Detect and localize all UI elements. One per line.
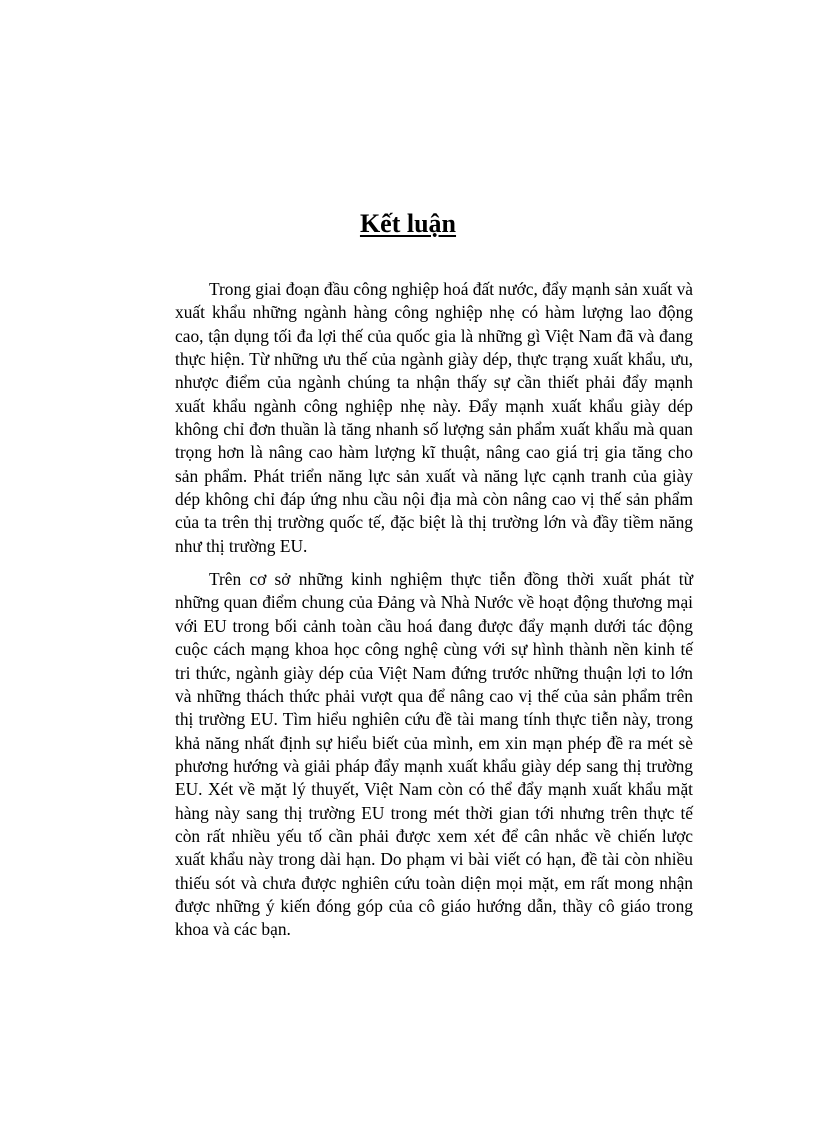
page-title-text: Kết luận xyxy=(359,209,457,238)
paragraph-1: Trong giai đoạn đầu công nghiệp hoá đất nước, đẩy mạnh sản xuất và xuất khẩu những ngành hàng công nghiệp nhẹ có hàm lượng lao động cao, tận dụng tối đa lợi thế của quốc gia là những gì Việt Nam đã và đang thực hiện. Từ những ưu thế của ngành giày dép, thực trạng xuất khẩu, ưu, nhược điểm của ngành chúng ta nhận thấy sự cần thiết phải đẩy mạnh xuất khẩu ngành công nghiệp nhẹ này. Đẩy mạnh xuất khẩu giày dép không chỉ đơn thuần là tăng nhanh số lượng sản phẩm xuất khẩu mà quan trọng hơn là nâng cao hàm lượng kĩ thuật, nâng cao giá trị gia tăng cho sản phẩm. Phát triển năng lực sản xuất và năng lực cạnh tranh của giày dép không chỉ đáp ứng nhu cầu nội địa mà còn nâng cao vị thế sản phẩm của ta trên thị trường quốc tế, đặc biệt là thị trường lớn và đầy tiềm năng như thị trường EU. xyxy=(175,279,693,556)
paragraph-2: Trên cơ sở những kinh nghiệm thực tiễn đồng thời xuất phát từ những quan điểm chung của Đảng và Nhà Nước về hoạt động thương mại với EU trong bối cảnh toàn cầu hoá đang được đẩy mạnh dưới tác động cuộc cách mạng khoa học công nghệ cùng với sự hình thành nền kinh tế tri thức, ngành giày dép của Việt Nam đứng trước những thuận lợi to lớn và những thách thức phải vượt qua để nâng cao vị thế của sản phẩm trên thị trường EU. Tìm hiểu nghiên cứu đề tài mang tính thực tiễn này, trong khả năng nhất định sự hiểu biết của mình, em xin mạn phép đề ra mét sè phương hướng và giải pháp đẩy mạnh xuất khẩu giày dép sang thị trường EU. Xét về mặt lý thuyết, Việt Nam còn có thể đẩy mạnh xuất khẩu mặt hàng này sang thị trường EU trong mét thời gian tới nhưng trên thực tế còn rất nhiều yếu tố cần phải được xem xét để cân nhắc về chiến lược xuất khẩu này trong dài hạn. Do phạm vi bài viết có hạn, đề tài còn nhiều thiếu sót và chưa được nghiên cứu toàn diện mọi mặt, em rất mong nhận được những ý kiến đóng góp của cô giáo hướng dẫn, thầy cô giáo trong khoa và các bạn. xyxy=(175,569,693,940)
conclusion-body xyxy=(175,278,693,942)
page-title xyxy=(0,206,816,242)
